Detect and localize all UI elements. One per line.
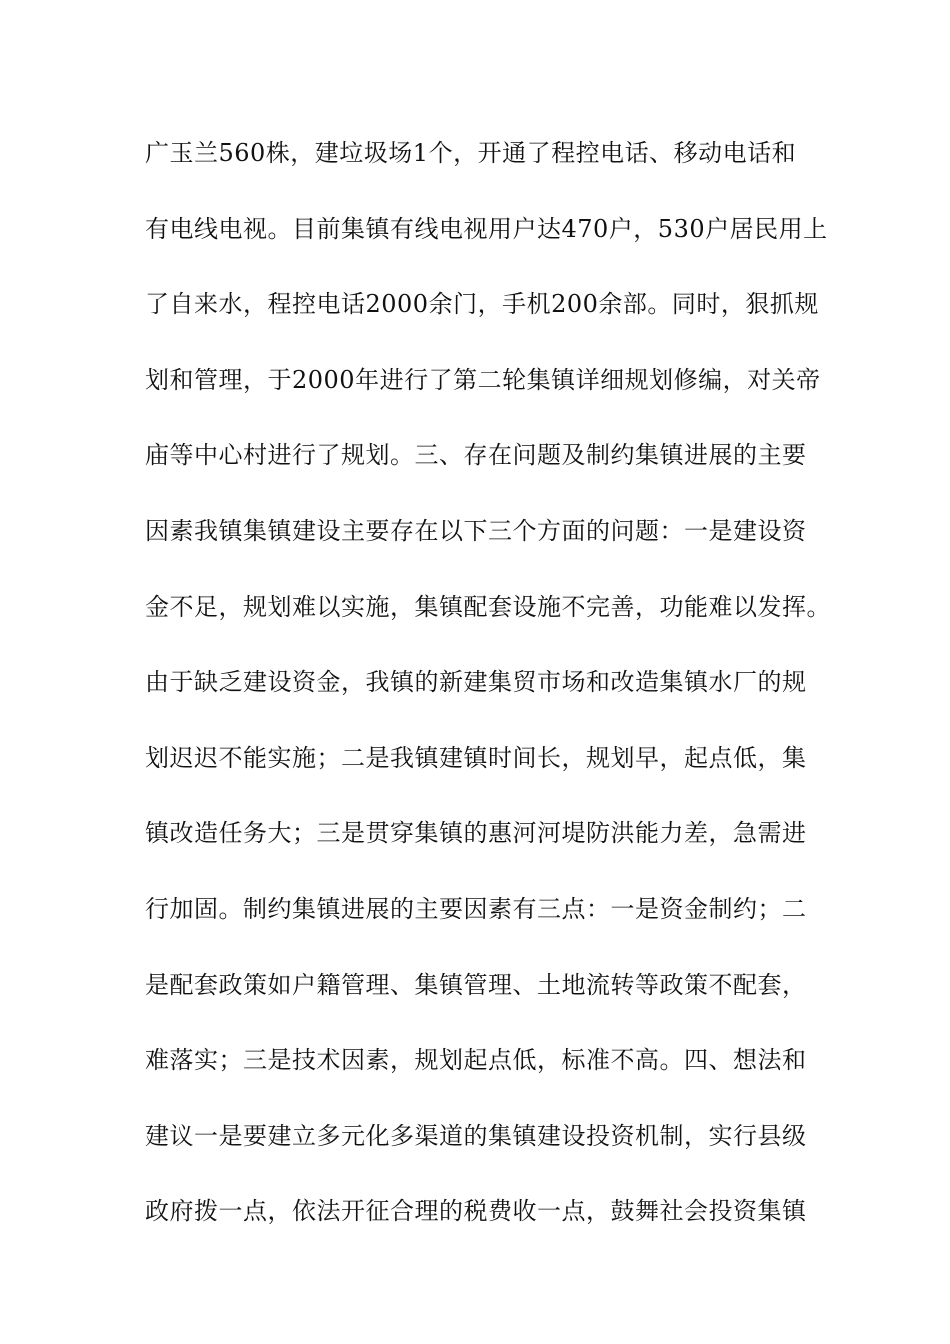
text-line: 由于缺乏建设资金，我镇的新建集贸市场和改造集镇水厂的规 — [145, 668, 807, 697]
text-line: 庙等中心村进行了规划。三、存在问题及制约集镇进展的主要 — [145, 441, 807, 470]
text-line: 是配套政策如户籍管理、集镇管理、土地流转等政策不配套， — [145, 970, 807, 999]
text-line: 金不足，规划难以实施，集镇配套设施不完善，功能难以发挥。 — [145, 592, 831, 621]
body-text — [145, 133, 831, 1267]
text-line: 划迟迟不能实施；二是我镇建镇时间长，规划早，起点低，集 — [145, 743, 807, 772]
text-line: 行加固。制约集镇进展的主要因素有三点：一是资金制约；二 — [145, 894, 807, 923]
text-line: 因素我镇集镇建设主要存在以下三个方面的问题：一是建设资 — [145, 516, 807, 545]
text-line: 有电线电视。目前集镇有线电视用户达470户，530户居民用上 — [145, 214, 828, 243]
text-line: 难落实；三是技术因素，规划起点低，标准不高。四、想法和 — [145, 1046, 807, 1075]
text-line: 政府拨一点，依法开征合理的税费收一点，鼓舞社会投资集镇 — [145, 1197, 807, 1226]
text-line: 广玉兰560株，建垃圾场1个，开通了程控电话、移动电话和 — [145, 139, 797, 167]
text-line: 了自来水，程控电话2000余门，手机200余部。同时，狠抓规 — [145, 290, 819, 319]
text-line: 划和管理，于2000年进行了第二轮集镇详细规划修编，对关帝 — [145, 365, 821, 394]
text-line: 镇改造任务大；三是贯穿集镇的惠河河堤防洪能力差，急需进 — [145, 819, 807, 848]
text-line: 建议一是要建立多元化多渠道的集镇建设投资机制，实行县级 — [145, 1121, 807, 1150]
